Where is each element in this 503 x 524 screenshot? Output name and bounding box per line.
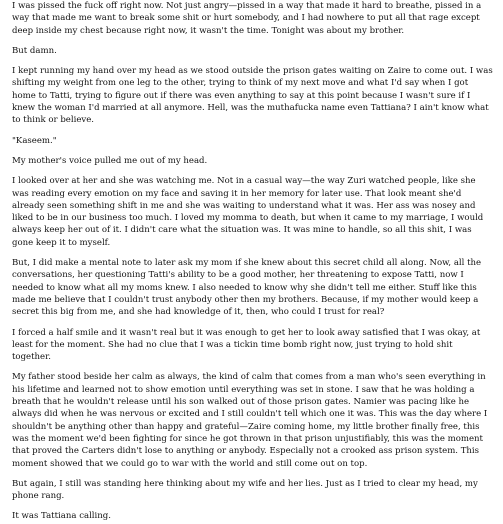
paragraph-9: My father stood beside her calm as always, the kind of calm that comes from a man who's seen everything in his lifetime and learned not to show emotion until everything was set in stone. I saw that he was holding a breath that he wouldn't release until his son walked out of those prison gates. Namier was pacing like he always did when he was nervous or excited and I still couldn't tell which one it was. This was the day where I shouldn't be anything other than happy and grateful—Zaire coming home, my little brother finally free, this was the moment we'd been fighting for since he got thrown in that prison unjustifiably, this was the moment that proved the Carters didn't lose to anything or anybody. Especially not a crooked ass prison system. This moment showed that we could go to war with the world and still come out on top. [12,372,488,469]
paragraph-4: "Kaseem." [12,135,57,146]
paragraph-5: My mother's voice pulled me out of my head. [12,155,208,166]
paragraph-7: But, I did make a mental note to later ask my mom if she knew about this secret child all along. Now, all the conversations, her questioning Tatti's ability to be a good mother, her threatening to expose Tatti, now I needed to know what all my moms knew. I also needed to know why she didn't tell me either. Stuff like this made me believe that I couldn't trust anybody other then my brothers. Because, if my mother would keep a secret this big from me, and she had knowledge of it, then, who could I trust for real? [12,258,482,318]
paragraph-10: But again, I still was standing here thinking about my wife and her lies. Just as I tried to clear my head, my phone rang. [12,478,478,502]
paragraph-1: I was pissed the fuck off right now. Not just angry—pissed in a way that made it hard to breathe, pissed in a way that made me want to break some shit or hurt somebody, and I had nowhere to put all that rage except deep inside my chest because right now, it wasn't the time. Tonight was about my brother. [12,1,482,36]
paragraph-2: But damn. [12,45,57,56]
paragraph-3: I kept running my hand over my head as we stood outside the prison gates waiting on Zaire to come out. I was shifting my weight from one leg to the other, trying to think of my next move and what I'd say when I got home to Tatti, trying to figure out if there was even anything to say at this point because I wasn't sure if I knew the woman I'd married at all anymore. Hell, was the muthafucka name even Tattiana? I ain't know what to think or believe. [12,66,493,126]
paragraph-11: It was Tattiana calling. [12,511,111,522]
paragraph-6: I looked over at her and she was watching me. Not in a casual way—the way Zuri watched people, like she was reading every emotion on my face and saving it in her memory for later use. That look meant she'd already seen something shift in me and she was waiting to understand what it was. Her ass was nosey and liked to be in our business too much. I loved my momma to death, but when it came to my marriage, I would always keep her out of it. I didn't care what the situation was. It was mine to handle, so all this shit, I was gone keep it to myself. [12,176,484,248]
paragraph-8: I forced a half smile and it wasn't real but it was enough to get her to look away satisfied that I was okay, at least for the moment. She had no clue that I was a tickin time bomb right now, just trying to hold shit together. [12,327,481,363]
